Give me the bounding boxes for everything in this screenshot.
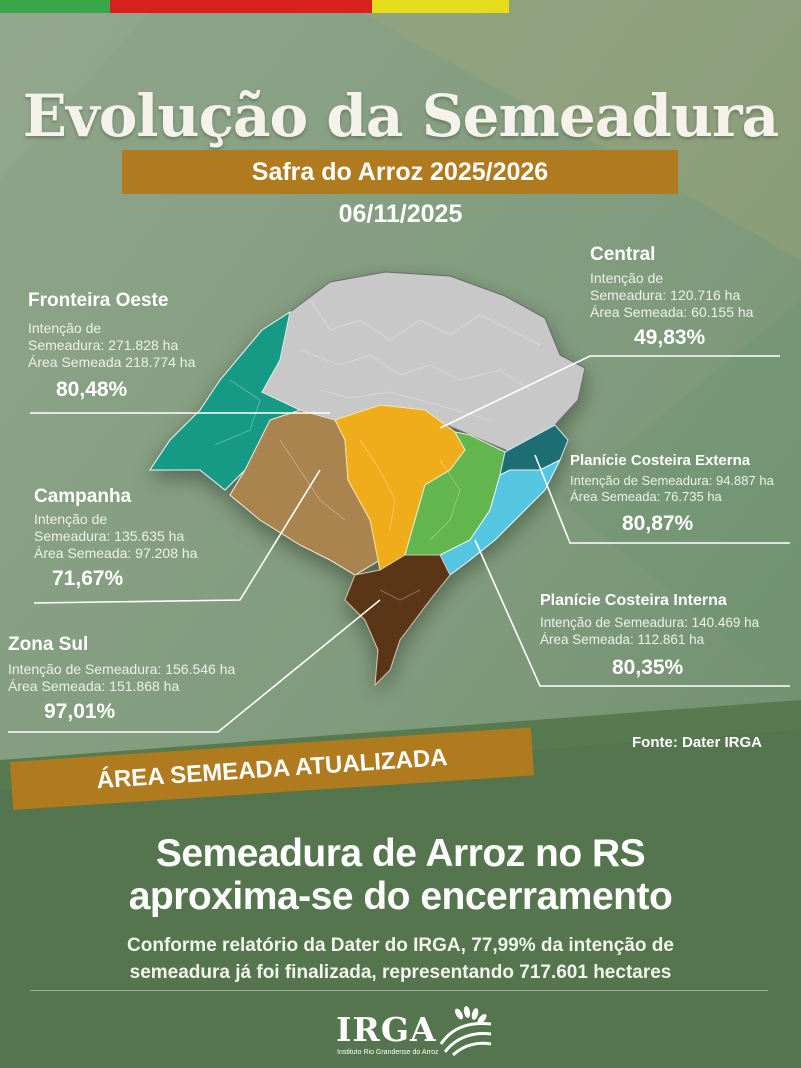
region-info-text: Intenção de Semeadura: 120.716 ha Área Semeada: 60.155 ha (590, 270, 754, 320)
region-name-planicie-externa: Planície Costeira Externa (570, 452, 751, 469)
region-info-text: Intenção de Semeadura: 94.887 ha Área Semeada: 76.735 ha (570, 473, 774, 504)
region-info-text: Intenção de Semeadura: 156.546 ha Área Semeada: 151.868 ha (8, 661, 236, 694)
headline-line-2: aproxima-se do encerramento (128, 875, 673, 918)
region-percent-planicie-interna: 80,35% (612, 656, 684, 679)
region-name-zona-sul: Zona Sul (8, 634, 89, 655)
region-percent-central: 49,83% (634, 326, 706, 349)
region-info-text: Intenção de Semeadura: 135.635 ha Área Semeada: 97.208 ha (34, 511, 198, 561)
region-name-planicie-interna: Planície Costeira Interna (540, 592, 727, 609)
connector-central (440, 356, 780, 428)
irga-logo-tagline: Instituto Rio Grandense do Arroz (337, 1049, 439, 1056)
summary-text (0, 932, 801, 986)
irga-logo-text: IRGA (336, 1010, 437, 1049)
footer-divider (30, 990, 768, 991)
region-percent-fronteira-oeste: 80,48% (56, 378, 128, 401)
season-banner: Safra do Arroz 2025/2026 (122, 150, 678, 194)
headline-line-1: Semeadura de Arroz no RS (155, 832, 646, 875)
region-info-central (590, 270, 753, 321)
region-percent-zona-sul: 97,01% (44, 700, 116, 723)
updated-area-banner: ÁREA SEMEADA ATUALIZADA (10, 727, 534, 809)
region-info-fronteira-oeste (28, 320, 195, 371)
rice-grain-icon (437, 1004, 495, 1056)
region-percent-planicie-externa: 80,87% (622, 512, 694, 535)
region-percent-campanha: 71,67% (52, 567, 124, 590)
summary-line-1: Conforme relatório da Dater do IRGA, 77,99% da intenção de (127, 935, 674, 956)
summary-line-2: semeadura já foi finalizada, representando 717.601 hectares (129, 962, 672, 983)
region-name-central: Central (590, 244, 656, 265)
region-info-text: Intenção de Semeadura: 271.828 ha Área Semeada 218.774 ha (28, 320, 196, 370)
region-info-text: Intenção de Semeadura: 140.469 ha Área Semeada: 112.861 ha (540, 615, 760, 647)
report-date: 06/11/2025 (338, 200, 463, 228)
region-info-planicie-interna (540, 614, 759, 648)
source-credit: Fonte: Dater IRGA (632, 734, 763, 751)
region-name-fronteira-oeste: Fronteira Oeste (28, 290, 169, 311)
page-title: Evolução da Semeadura (22, 82, 779, 150)
region-info-zona-sul (8, 661, 235, 695)
region-info-campanha (34, 511, 197, 562)
region-info-planicie-externa (570, 473, 774, 505)
headline (0, 832, 801, 918)
region-name-campanha: Campanha (34, 486, 132, 507)
